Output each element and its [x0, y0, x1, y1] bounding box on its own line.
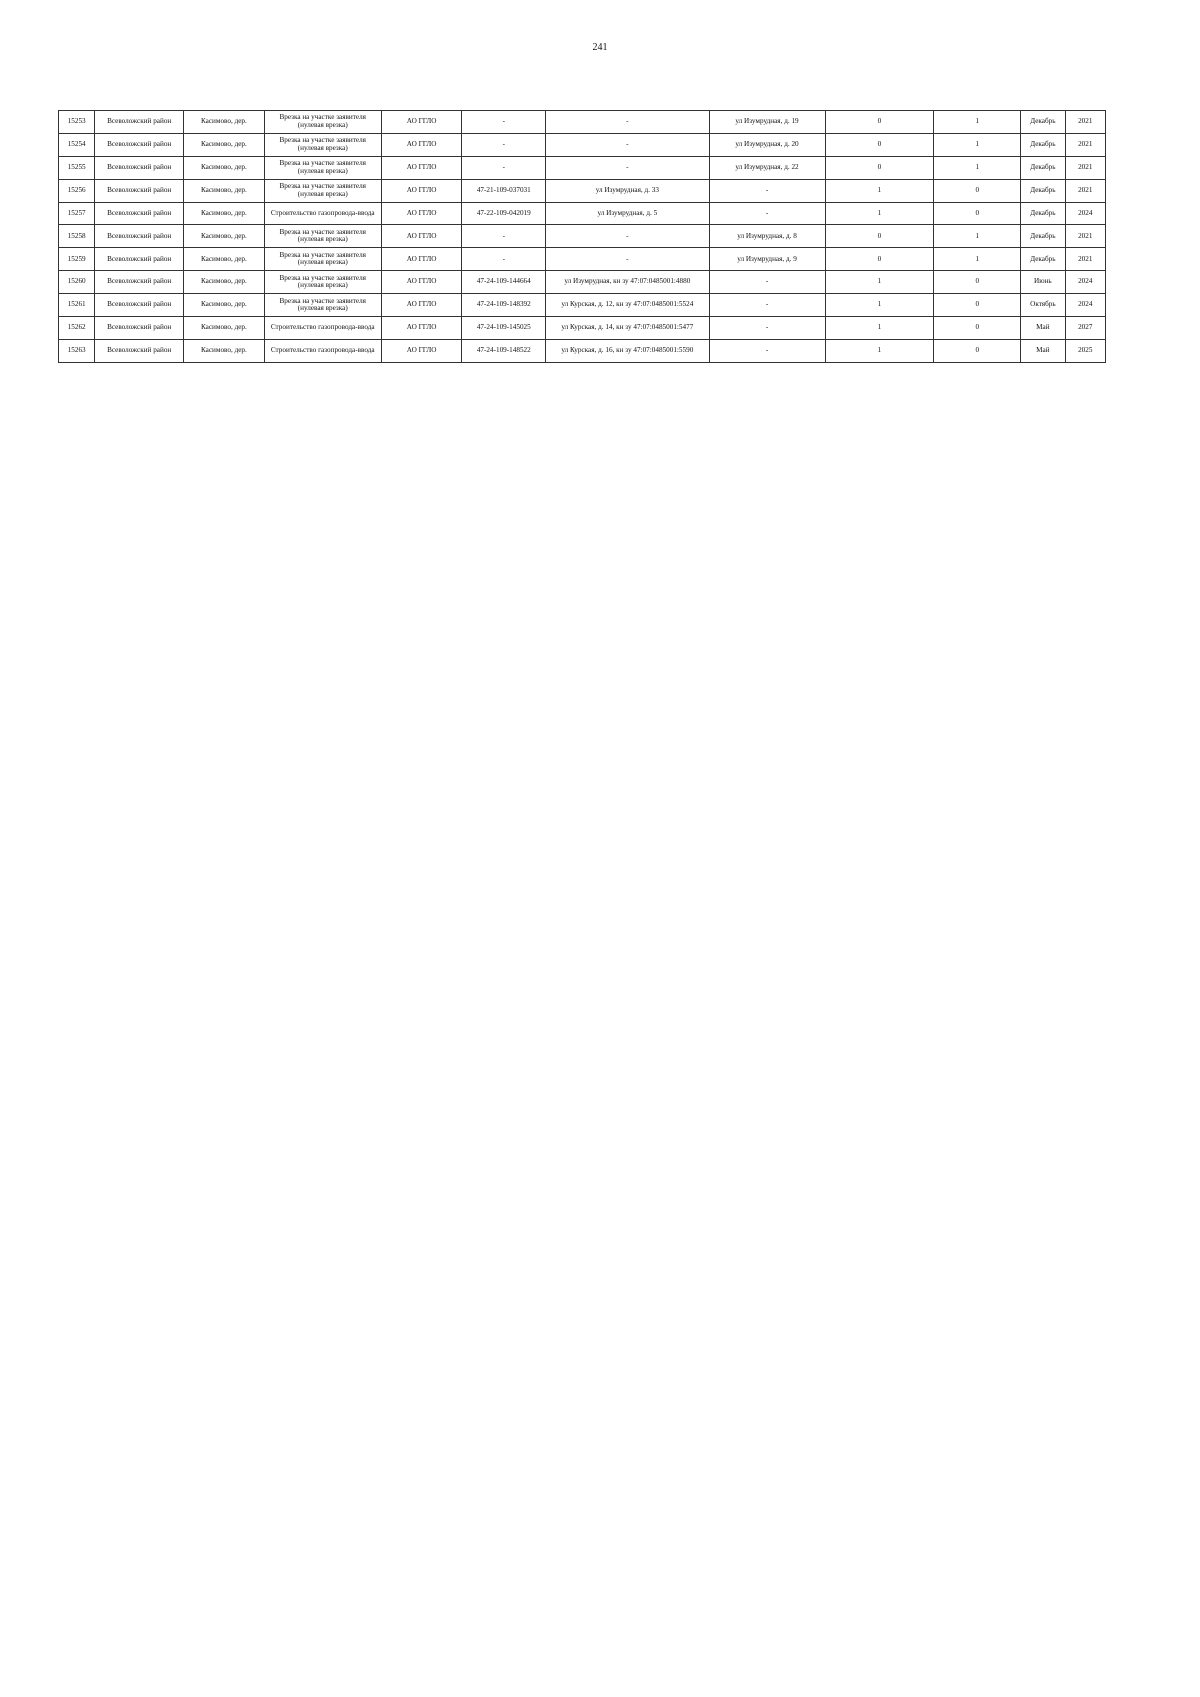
cell-address-alt: -	[709, 317, 825, 340]
cell-district: Всеволожский район	[95, 111, 184, 134]
table-row	[59, 339, 1106, 362]
cell-work-type: Врезка на участке заявителя (нулевая врезка)	[264, 111, 381, 134]
cell-flag-a: 1	[825, 339, 934, 362]
cell-code: -	[462, 133, 546, 156]
cell-num: 15260	[59, 271, 95, 294]
table-body	[59, 111, 1106, 363]
cell-flag-b: 1	[934, 156, 1021, 179]
cell-address-alt: -	[709, 179, 825, 202]
cell-num: 15261	[59, 294, 95, 317]
cell-address-alt: -	[709, 271, 825, 294]
cell-year: 2024	[1065, 271, 1105, 294]
cell-district: Всеволожский район	[95, 202, 184, 225]
cell-month: Декабрь	[1021, 156, 1065, 179]
cell-flag-a: 1	[825, 202, 934, 225]
cell-code: -	[462, 111, 546, 134]
cell-address-main: ул Курская, д. 14, кн зу 47:07:0485001:5477	[546, 317, 709, 340]
cell-flag-b: 0	[934, 339, 1021, 362]
cell-address-alt: ул Изумрудная, д. 8	[709, 225, 825, 248]
table-row	[59, 225, 1106, 248]
cell-work-type: Врезка на участке заявителя (нулевая врезка)	[264, 248, 381, 271]
cell-flag-b: 0	[934, 179, 1021, 202]
cell-address-main: ул Изумрудная, кн зу 47:07:0485001:4880	[546, 271, 709, 294]
cell-month: Декабрь	[1021, 202, 1065, 225]
cell-district: Всеволожский район	[95, 156, 184, 179]
cell-work-type: Врезка на участке заявителя (нулевая врезка)	[264, 225, 381, 248]
cell-organization: АО ГГЛО	[381, 294, 462, 317]
cell-organization: АО ГГЛО	[381, 317, 462, 340]
cell-flag-b: 1	[934, 111, 1021, 134]
cell-address-main: -	[546, 248, 709, 271]
cell-address-main: -	[546, 133, 709, 156]
cell-year: 2021	[1065, 248, 1105, 271]
cell-work-type: Врезка на участке заявителя (нулевая врезка)	[264, 271, 381, 294]
cell-organization: АО ГГЛО	[381, 111, 462, 134]
cell-work-type: Строительство газопровода-ввода	[264, 202, 381, 225]
cell-work-type: Строительство газопровода-ввода	[264, 317, 381, 340]
cell-num: 15254	[59, 133, 95, 156]
cell-district: Всеволожский район	[95, 225, 184, 248]
cell-num: 15259	[59, 248, 95, 271]
cell-flag-b: 1	[934, 133, 1021, 156]
cell-address-main: -	[546, 156, 709, 179]
cell-year: 2024	[1065, 202, 1105, 225]
table-row	[59, 202, 1106, 225]
cell-num: 15258	[59, 225, 95, 248]
cell-month: Декабрь	[1021, 111, 1065, 134]
cell-settlement: Касимово, дер.	[184, 294, 265, 317]
cell-settlement: Касимово, дер.	[184, 156, 265, 179]
cell-year: 2027	[1065, 317, 1105, 340]
cell-work-type: Врезка на участке заявителя (нулевая врезка)	[264, 133, 381, 156]
table-row	[59, 317, 1106, 340]
cell-flag-a: 0	[825, 156, 934, 179]
cell-work-type: Строительство газопровода-ввода	[264, 339, 381, 362]
cell-code: 47-22-109-042019	[462, 202, 546, 225]
cell-year: 2021	[1065, 133, 1105, 156]
cell-address-main: -	[546, 225, 709, 248]
cell-month: Декабрь	[1021, 248, 1065, 271]
cell-year: 2024	[1065, 294, 1105, 317]
cell-month: Декабрь	[1021, 225, 1065, 248]
cell-organization: АО ГГЛО	[381, 156, 462, 179]
cell-district: Всеволожский район	[95, 271, 184, 294]
cell-settlement: Касимово, дер.	[184, 271, 265, 294]
table-row	[59, 271, 1106, 294]
cell-district: Всеволожский район	[95, 179, 184, 202]
cell-address-main: ул Курская, д. 16, кн зу 47:07:0485001:5590	[546, 339, 709, 362]
gas-connection-registry-table	[58, 110, 1106, 363]
cell-year: 2021	[1065, 179, 1105, 202]
cell-flag-b: 0	[934, 317, 1021, 340]
cell-year: 2021	[1065, 156, 1105, 179]
cell-district: Всеволожский район	[95, 248, 184, 271]
cell-settlement: Касимово, дер.	[184, 133, 265, 156]
cell-address-alt: -	[709, 294, 825, 317]
cell-code: -	[462, 248, 546, 271]
cell-num: 15256	[59, 179, 95, 202]
cell-district: Всеволожский район	[95, 294, 184, 317]
cell-num: 15263	[59, 339, 95, 362]
cell-organization: АО ГГЛО	[381, 133, 462, 156]
cell-flag-b: 1	[934, 248, 1021, 271]
cell-address-alt: -	[709, 339, 825, 362]
cell-organization: АО ГГЛО	[381, 225, 462, 248]
cell-num: 15255	[59, 156, 95, 179]
cell-address-main: ул Изумрудная, д. 5	[546, 202, 709, 225]
cell-year: 2021	[1065, 225, 1105, 248]
cell-num: 15253	[59, 111, 95, 134]
cell-month: Декабрь	[1021, 179, 1065, 202]
cell-organization: АО ГГЛО	[381, 248, 462, 271]
cell-month: Декабрь	[1021, 133, 1065, 156]
cell-address-main: ул Курская, д. 12, кн зу 47:07:0485001:5524	[546, 294, 709, 317]
cell-settlement: Касимово, дер.	[184, 339, 265, 362]
cell-num: 15262	[59, 317, 95, 340]
table-row	[59, 133, 1106, 156]
cell-num: 15257	[59, 202, 95, 225]
cell-code: 47-21-109-037031	[462, 179, 546, 202]
page-number: 241	[592, 42, 608, 53]
cell-organization: АО ГГЛО	[381, 271, 462, 294]
cell-work-type: Врезка на участке заявителя (нулевая врезка)	[264, 294, 381, 317]
cell-month: Июнь	[1021, 271, 1065, 294]
cell-month: Май	[1021, 339, 1065, 362]
cell-address-main: -	[546, 111, 709, 134]
table-row	[59, 248, 1106, 271]
cell-flag-b: 1	[934, 225, 1021, 248]
cell-organization: АО ГГЛО	[381, 339, 462, 362]
cell-address-alt: ул Изумрудная, д. 22	[709, 156, 825, 179]
cell-flag-b: 0	[934, 294, 1021, 317]
cell-year: 2025	[1065, 339, 1105, 362]
cell-code: -	[462, 156, 546, 179]
cell-code: 47-24-109-148522	[462, 339, 546, 362]
cell-settlement: Касимово, дер.	[184, 111, 265, 134]
cell-address-main: ул Изумрудная, д. 33	[546, 179, 709, 202]
table-row	[59, 294, 1106, 317]
cell-district: Всеволожский район	[95, 133, 184, 156]
cell-organization: АО ГГЛО	[381, 179, 462, 202]
cell-organization: АО ГГЛО	[381, 202, 462, 225]
cell-flag-a: 0	[825, 133, 934, 156]
table-row	[59, 111, 1106, 134]
cell-flag-a: 1	[825, 179, 934, 202]
cell-code: 47-24-109-148392	[462, 294, 546, 317]
cell-district: Всеволожский район	[95, 339, 184, 362]
table-row	[59, 179, 1106, 202]
cell-flag-a: 1	[825, 271, 934, 294]
cell-settlement: Касимово, дер.	[184, 202, 265, 225]
cell-flag-a: 0	[825, 225, 934, 248]
cell-flag-a: 1	[825, 294, 934, 317]
cell-settlement: Касимово, дер.	[184, 248, 265, 271]
cell-address-alt: ул Изумрудная, д. 19	[709, 111, 825, 134]
cell-work-type: Врезка на участке заявителя (нулевая врезка)	[264, 179, 381, 202]
cell-flag-a: 0	[825, 248, 934, 271]
cell-code: -	[462, 225, 546, 248]
cell-code: 47-24-109-145025	[462, 317, 546, 340]
table-row	[59, 156, 1106, 179]
cell-settlement: Касимово, дер.	[184, 317, 265, 340]
cell-settlement: Касимово, дер.	[184, 225, 265, 248]
cell-code: 47-24-109-144664	[462, 271, 546, 294]
cell-address-alt: ул Изумрудная, д. 9	[709, 248, 825, 271]
cell-flag-a: 1	[825, 317, 934, 340]
cell-address-alt: -	[709, 202, 825, 225]
cell-flag-b: 0	[934, 202, 1021, 225]
cell-flag-b: 0	[934, 271, 1021, 294]
cell-address-alt: ул Изумрудная, д. 20	[709, 133, 825, 156]
cell-district: Всеволожский район	[95, 317, 184, 340]
cell-flag-a: 0	[825, 111, 934, 134]
cell-year: 2021	[1065, 111, 1105, 134]
cell-settlement: Касимово, дер.	[184, 179, 265, 202]
cell-work-type: Врезка на участке заявителя (нулевая врезка)	[264, 156, 381, 179]
cell-month: Октябрь	[1021, 294, 1065, 317]
cell-month: Май	[1021, 317, 1065, 340]
